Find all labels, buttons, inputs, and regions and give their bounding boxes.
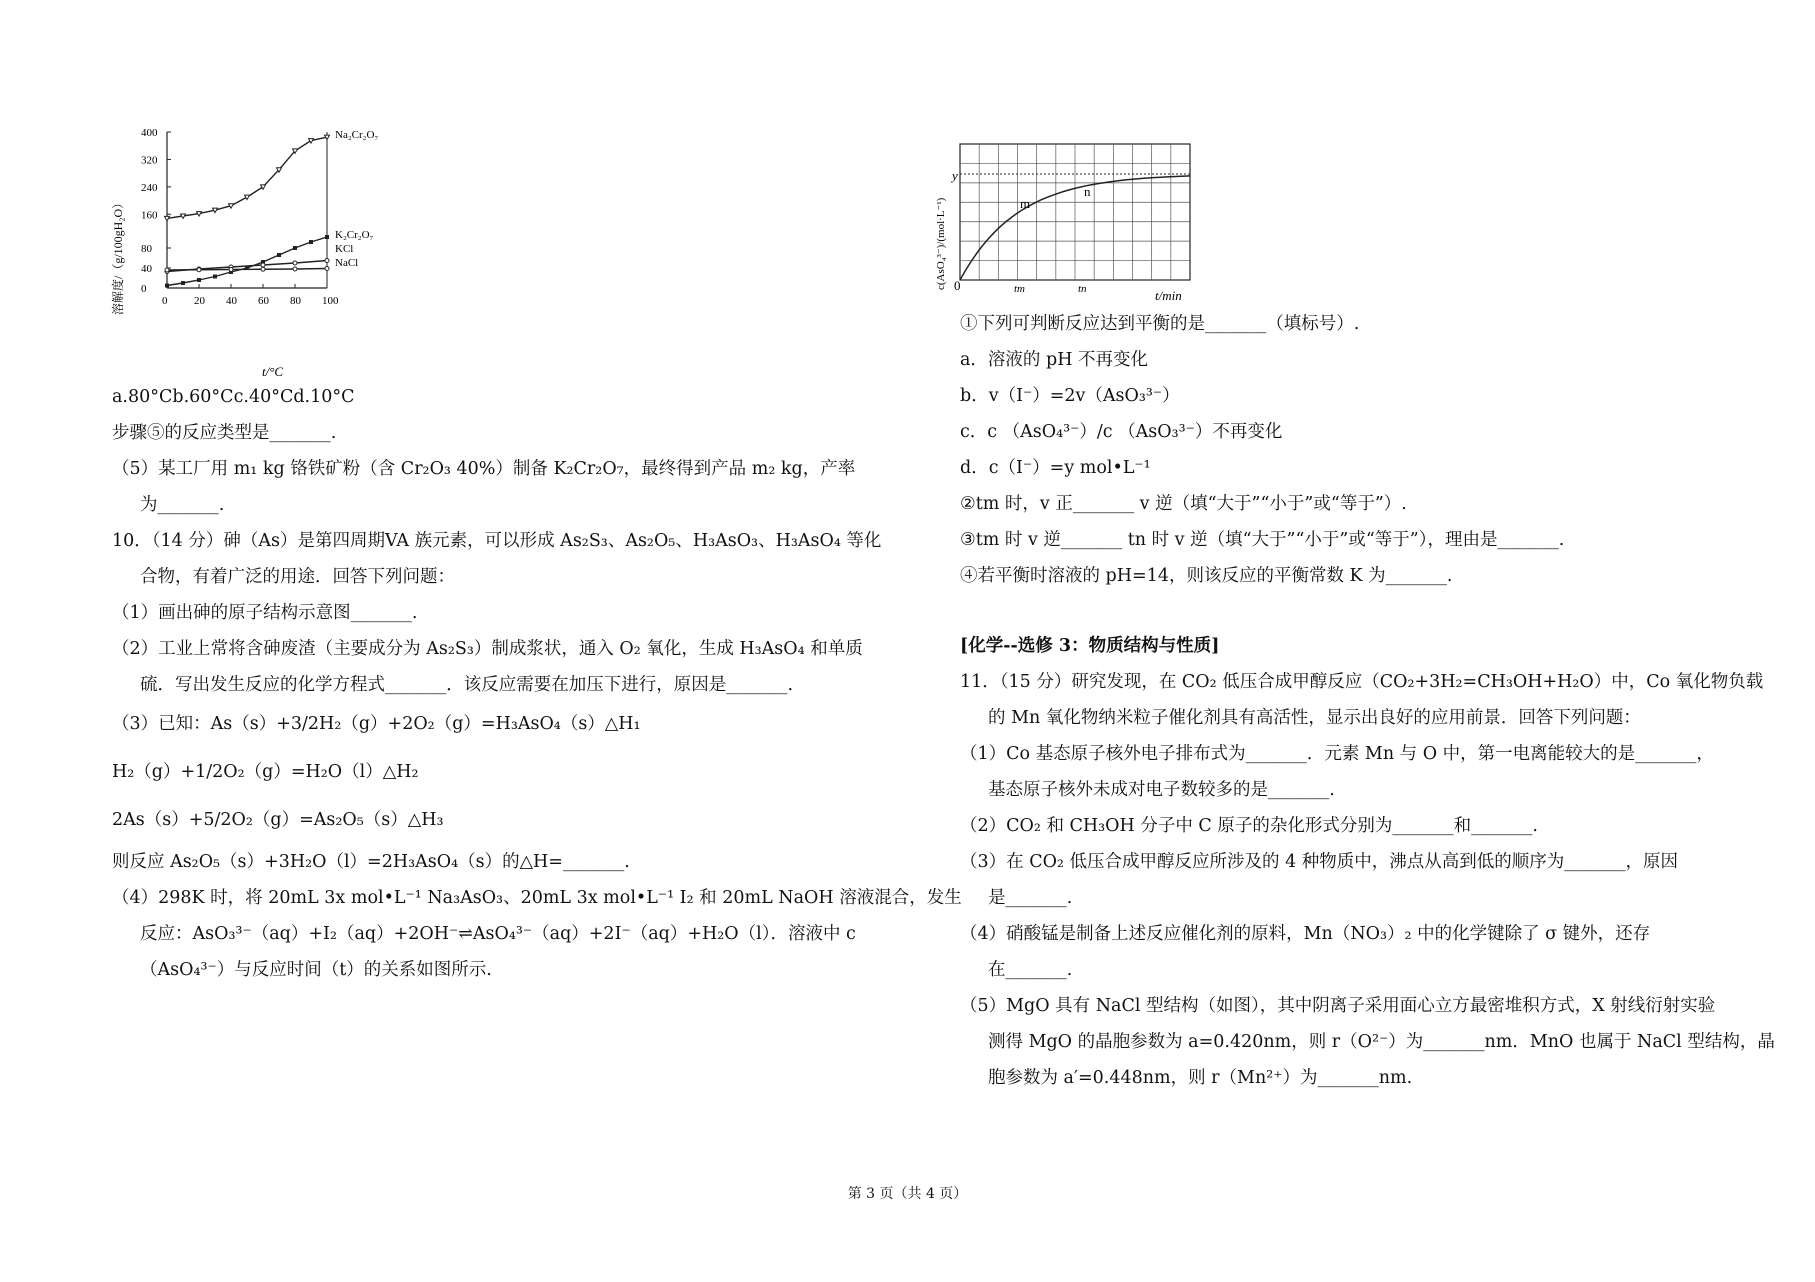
data-point [325, 267, 329, 271]
series-label: NaCl [335, 257, 359, 269]
q-equilibrium: ①下列可判断反应达到平衡的是_______（填标号）. [960, 314, 1360, 334]
series-line [167, 137, 327, 218]
q11-3-line1: （3）在 CO₂ 低压合成甲醇反应所涉及的 4 种物质中，沸点从高到低的顺序为_______，原因 [960, 852, 1679, 872]
data-point [277, 253, 281, 257]
opt-b: b．v（I⁻）=2v（AsO₃³⁻） [960, 386, 1180, 406]
q10-1: （1）画出砷的原子结构示意图_______. [112, 603, 418, 623]
q5-line1: （5）某工厂用 m₁ kg 铬铁矿粉（含 Cr₂O₃ 40%）制备 K₂Cr₂O₇，最终得到产品 m₂ kg，产率 [112, 459, 856, 479]
y-tick-label: 240 [141, 181, 158, 194]
page-footer: 第 3 页（共 4 页） [847, 1186, 968, 1202]
y-tick-label: 160 [141, 209, 158, 222]
data-point [325, 259, 329, 263]
conc-xlabel: t/min [1155, 288, 1182, 303]
data-point [245, 195, 250, 200]
q10-3-ask: 则反应 As₂O₅（s）+3H₂O（l）=2H₃AsO₄（s）的△H=_______. [112, 852, 630, 872]
q10-2-line2: 硫．写出发生反应的化学方程式_______．该反应需要在加压下进行，原因是_______. [140, 675, 794, 695]
series-line [167, 269, 327, 271]
q11-3-line2: 是_______. [988, 888, 1073, 908]
data-point [309, 240, 313, 244]
data-point [293, 246, 297, 250]
q10-3-eq3: 2As（s）+5/2O₂（g）=As₂O₅（s）△H₃ [112, 810, 444, 830]
q11-5-line3: 胞参数为 a′=0.448nm，则 r（Mn²⁺）为_______nm. [988, 1068, 1413, 1088]
q11-2: （2）CO₂ 和 CH₃OH 分子中 C 原子的杂化形式分别为_______和_______. [960, 816, 1538, 836]
q-k: ④若平衡时溶液的 pH=14，则该反应的平衡常数 K 为_______. [960, 566, 1453, 586]
q10-4-line2: 反应：AsO₃³⁻（aq）+I₂（aq）+2OH⁻⇌AsO₄³⁻（aq）+2I⁻（aq）+H₂O（l）．溶液中 c [140, 924, 856, 944]
data-point [325, 135, 330, 140]
data-point [165, 216, 170, 221]
q11-4-line2: 在_______. [988, 960, 1073, 980]
conc-y-mark: y [952, 168, 958, 183]
q10-4-line3: （AsO₄³⁻）与反应时间（t）的关系如图所示. [140, 960, 492, 980]
data-point [213, 275, 217, 279]
y-tick-label: 0 [141, 283, 147, 295]
conc-ylabel: c(AsO₄³⁻)/(mol·L⁻¹) [935, 197, 947, 290]
data-point [213, 208, 218, 213]
data-point [197, 268, 201, 272]
q11-4-line1: （4）硝酸锰是制备上述反应催化剂的原料，Mn（NO₃）₂ 中的化学键除了 σ 键外，还存 [960, 924, 1651, 944]
data-point [261, 263, 265, 267]
q-tm-rate: ②tm 时，v 正_______ v 逆（填“大于”“小于”或“等于”）. [960, 494, 1407, 514]
q11-1-line1: （1）Co 基态原子核外电子排布式为_______．元素 Mn 与 O 中，第一电离能较大的是_______， [960, 744, 1714, 764]
q11-5-line1: （5）MgO 具有 NaCl 型结构（如图），其中阴离子采用面心立方最密堆积方式，X 射线衍射实验 [960, 996, 1716, 1016]
y-tick-label: 40 [141, 263, 152, 275]
x-tick-label: 0 [162, 295, 168, 307]
data-point [229, 204, 234, 209]
x-tick-label: 60 [258, 295, 269, 307]
series-line [167, 237, 327, 286]
x-tick-label: 40 [226, 295, 237, 307]
section-heading: [化学--选修 3：物质结构与性质] [960, 636, 1220, 656]
conc-point-m: m [1020, 196, 1031, 211]
x-tick-label: 20 [194, 295, 205, 307]
x-tick-label: 80 [290, 295, 301, 307]
y-tick-label: 80 [141, 243, 152, 255]
q10-3-eq1: （3）已知：As（s）+3/2H₂（g）+2O₂（g）=H₃AsO₄（s）△H₁ [112, 714, 641, 734]
q10-line1: 10．（14 分）砷（As）是第四周期VA 族元素，可以形成 As₂S₃、As₂O₅、H₃AsO₃、H₃AsO₄ 等化 [112, 531, 882, 551]
x-tick-label: 100 [322, 295, 339, 307]
data-point [165, 284, 169, 288]
data-point [181, 214, 186, 219]
data-point [261, 267, 265, 271]
opt-d: d．c（I⁻）=y mol•L⁻¹ [960, 458, 1151, 478]
series-label: KCl [335, 243, 354, 255]
q10-line2: 合物，有着广泛的用途．回答下列问题： [140, 567, 455, 587]
conc-tn: tn [1078, 283, 1087, 295]
concentration-chart [930, 140, 1250, 305]
options-temp: a.80°Cb.60°Cc.40°Cd.10°C [112, 387, 355, 407]
q11-5-line2: 测得 MgO 的晶胞参数为 a=0.420nm，则 r（O²⁻）为_______nm．MnO 也属于 NaCl 型结构，晶 [988, 1032, 1775, 1052]
conc-origin: 0 [954, 278, 961, 293]
data-point [293, 267, 297, 271]
data-point [165, 268, 169, 272]
q11-line2: 的 Mn 氧化物纳米粒子催化剂具有高活性，显示出良好的应用前景．回答下列问题： [988, 708, 1641, 728]
q11-line1: 11．（15 分）研究发现，在 CO₂ 低压合成甲醇反应（CO₂+3H₂=CH₃OH+H₂O）中，Co 氧化物负载 [960, 672, 1764, 692]
data-point [181, 281, 185, 285]
opt-a: a．溶液的 pH 不再变化 [960, 350, 1149, 370]
solubility-xlabel: t/°C [262, 364, 284, 379]
solubility-chart [111, 127, 412, 380]
conc-point-n: n [1084, 184, 1091, 199]
conc-tm: tm [1014, 283, 1025, 295]
q11-1-line2: 基态原子核外未成对电子数较多的是_______. [988, 780, 1335, 800]
data-point [197, 278, 201, 282]
q-tm-tn: ③tm 时 v 逆_______ tn 时 v 逆（填“大于”“小于”或“等于”），理由是_______. [960, 530, 1565, 550]
y-tick-label: 320 [141, 154, 158, 167]
opt-c: c．c （AsO₄³⁻）/c （AsO₃³⁻）不再变化 [960, 422, 1283, 442]
q10-2-line1: （2）工业上常将含砷废渣（主要成分为 As₂S₃）制成浆状，通入 O₂ 氧化，生成 H₃AsO₄ 和单质 [112, 639, 863, 659]
series-label: K₂Cr₂O₇ [335, 229, 374, 241]
y-tick-label: 400 [141, 127, 158, 139]
q5-line2: 为_______. [140, 495, 225, 515]
data-point [325, 235, 329, 239]
step5-question: 步骤⑤的反应类型是_______. [112, 423, 337, 443]
data-point [293, 261, 297, 265]
series-label: Na₂Cr₂O₇ [335, 129, 379, 141]
solubility-ylabel: 溶解度/（g/100gH₂O） [111, 196, 125, 315]
q10-3-eq2: H₂（g）+1/2O₂（g）=H₂O（l）△H₂ [112, 762, 419, 782]
data-point [197, 212, 202, 217]
q10-4-line1: （4）298K 时，将 20mL 3x mol•L⁻¹ Na₃AsO₃、20mL 3x mol•L⁻¹ I₂ 和 20mL NaOH 溶液混合，发生 [112, 888, 962, 908]
data-point [229, 268, 233, 272]
